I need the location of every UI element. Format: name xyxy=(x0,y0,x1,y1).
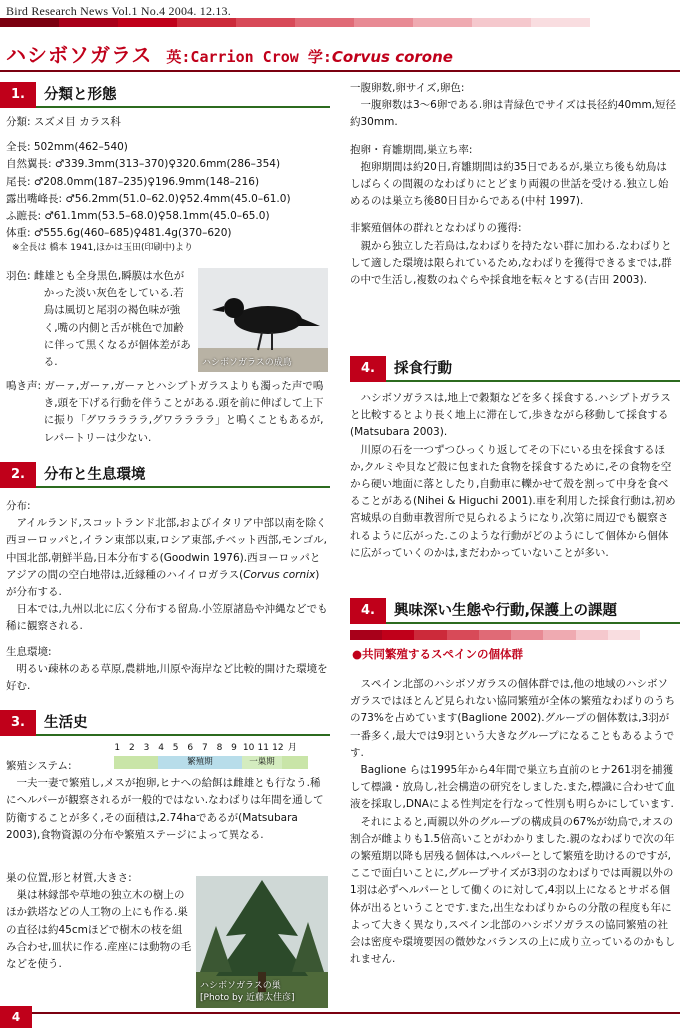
cooperative-paragraph: スペイン北部のハシボソガラスの個体群では,他の地域のハシボソガラスではほとんど見られない協同繁殖が全体の繁殖なわばりのうちの73%を占めています(Baglione 2002).グループの個体数は,3羽が一番多く,最大では9羽という大きなグループになることもあるようです. xyxy=(350,678,676,759)
bar-segment xyxy=(414,630,446,640)
nonbreeding-heading: 非繁殖個体の群れとなわばりの獲得: xyxy=(350,222,522,235)
section-number: 3. xyxy=(0,710,36,736)
section-number: 1. xyxy=(0,82,36,108)
photo-caption: ハシボソガラスの成鳥 xyxy=(202,358,292,368)
voice-paragraph: 鳴き声: ガーァ,ガーァ,ガーァとハシブトガラスよりも濁った声で鳴き,頭を下げる行動を伴うことがある.頭を前に伸ばして上下に振り「グワララララ,グワララララ」と鳴くこともあるが,レパートリーは少ない. xyxy=(6,380,324,444)
cooperative-breeding-block xyxy=(350,676,676,968)
fledging-period: 一巣期 xyxy=(242,756,282,769)
section-heading-life-history xyxy=(0,710,330,736)
bar-segment xyxy=(118,18,177,27)
month-label: 3 xyxy=(143,743,150,753)
subsection-gradient-bar xyxy=(350,630,640,640)
footer-divider xyxy=(0,1012,680,1014)
month-label: 11 xyxy=(257,743,269,753)
breeding-system-block xyxy=(6,758,328,844)
month-label: 1 xyxy=(114,743,121,753)
egg-heading: 一腹卵数,卵サイズ,卵色: xyxy=(350,82,465,94)
bar-segment xyxy=(531,18,590,27)
month-label: 12 xyxy=(272,743,284,753)
subsection-heading: ●共同繁殖するスペインの個体群 xyxy=(352,647,524,661)
month-label: 4 xyxy=(158,743,164,753)
measurement-row: 尾長: ♂208.0mm(187–235)♀196.9mm(148–216) xyxy=(6,175,260,188)
bar-segment xyxy=(59,18,118,27)
bar-segment xyxy=(236,18,295,27)
bar-segment xyxy=(447,630,479,640)
section-heading-morphology xyxy=(0,82,330,108)
measurement-row: 体重: ♂555.6g(460–685)♀481.4g(370–620) xyxy=(6,227,232,240)
incubation-paragraph: 抱卵期間は約20日,育雛期間は約35日であるが,巣立ち後も幼鳥はしばらくの間親のなわばりにとどまり両親の世話を受ける.独立し始めるのは巣立ち後80日目からである(中村 1997). xyxy=(350,160,669,208)
distribution-block xyxy=(6,498,328,695)
section-heading-foraging xyxy=(350,356,680,382)
month-label: 8 xyxy=(216,743,223,753)
bar-segment xyxy=(0,18,59,27)
month-label: 6 xyxy=(187,743,194,753)
cooperative-paragraph: Baglione らは1995年から4年間で巣立ち直前のヒナ261羽を捕獲して標識・放鳥し,社会構造の研究をしました.また,標識に合わせて血液を採取し,DNAによる性判定を行なって性別も明らかにしています. xyxy=(350,764,676,811)
section-number: 2. xyxy=(0,462,36,488)
section-number: 4. xyxy=(350,598,386,624)
title-japanese: ハシボソガラス xyxy=(6,43,153,67)
bar-segment xyxy=(472,18,531,27)
section-title: 分類と形態 xyxy=(44,87,117,103)
bar-segment xyxy=(543,630,575,640)
classification-text: 分類: スズメ目 カラス科 xyxy=(6,116,121,128)
foraging-block xyxy=(350,390,676,562)
distribution-heading: 分布: xyxy=(6,500,31,512)
bar-segment xyxy=(413,18,472,27)
gradient-header-bar xyxy=(0,18,590,27)
breeding-period: 繁殖期 xyxy=(158,756,242,769)
nest-photo-caption: ハシボソガラスの巣 [Photo by 近藤太佳彦] xyxy=(200,981,295,1003)
foraging-paragraph: ハシボソガラスは,地上で穀類などを多く採食する.ハシブトガラスと比較するとより長く地上に滞在して,歩きながら移動して採食する(Matsubara 2003). xyxy=(350,392,671,439)
habitat-paragraph: 明るい疎林のある草原,農耕地,川原や海岸など比較的開けた環境を好む. xyxy=(6,662,328,693)
month-scale xyxy=(110,742,300,754)
breeding-system-heading: 繁殖システム: xyxy=(6,760,72,772)
newsletter-issue-line: Bird Research News Vol.1 No.4 2004. 12.13. xyxy=(6,4,231,18)
bar-segment xyxy=(354,18,413,27)
bar-segment xyxy=(177,18,236,27)
nest-paragraph: 巣は林縁部や草地の独立木の樹上のほか鉄塔などの人工物の上にも作る.巣の直径は約45cmほどで樹木の枝を組み合わせ,皿状に作る.産座には動物の毛などを使う. xyxy=(6,889,192,971)
incubation-heading: 抱卵・育雛期間,巣立ち率: xyxy=(350,143,473,156)
page-number: 4 xyxy=(0,1006,32,1028)
nest-heading: 巣の位置,形と材質,大きさ: xyxy=(6,872,132,884)
measurement-row: 自然翼長: ♂339.3mm(313–370)♀320.6mm(286–354) xyxy=(6,158,281,171)
classification-block xyxy=(6,114,328,255)
measurement-row: 露出嘴峰長: ♂56.2mm(51.0–62.0)♀52.4mm(45.0–61.0) xyxy=(6,192,291,205)
bar-segment xyxy=(382,630,414,640)
measurement-note: ※全長は 橋本 1941,ほかは玉田(印刷中)より xyxy=(12,243,194,254)
egg-block xyxy=(350,80,676,289)
distribution-japan: 日本では,九州以北に広く分布する留鳥.小笠原諸島や沖縄などでも稀に観察される. xyxy=(6,603,328,633)
bar-segment xyxy=(511,630,543,640)
month-label: 7 xyxy=(201,743,208,753)
egg-paragraph: 一腹卵数は3〜6卵である.卵は青緑色でサイズは長径約40mm,短径約30mm. xyxy=(350,99,677,129)
nest-block xyxy=(6,870,192,973)
section-heading-distribution xyxy=(0,462,330,488)
section-title: 分布と生息環境 xyxy=(44,467,146,483)
section-title: 興味深い生態や行動,保護上の課題 xyxy=(394,603,618,619)
breeding-system-paragraph: 一夫一妻で繁殖し,メスが抱卵,ヒナへの給餌は雌雄とも行なう.稀にヘルパーが観察されるが一般的ではない.なわばりは年間を通して防衛することが多く,その面積は,2.74haであるが(Matsubara 2003),食物資源の分布や繁殖ステージによって異なる. xyxy=(6,777,324,841)
article-title xyxy=(6,40,453,70)
title-english-scientific: 英:Carrion Crow 学:Corvus corone xyxy=(166,48,453,66)
bar-segment xyxy=(608,630,640,640)
measurement-row: ふ蹠長: ♂61.1mm(53.5–68.0)♀58.1mm(45.0–65.0) xyxy=(6,210,270,223)
month-label: 10 xyxy=(242,743,255,753)
section-number: 4. xyxy=(350,356,386,382)
month-label: 2 xyxy=(129,743,135,753)
bar-segment xyxy=(576,630,608,640)
voice-text xyxy=(6,378,328,447)
plumage-text xyxy=(6,268,192,371)
month-label: 5 xyxy=(172,743,179,753)
habitat-heading: 生息環境: xyxy=(6,645,52,658)
bar-segment xyxy=(479,630,511,640)
adult-crow-photo xyxy=(198,268,328,372)
title-divider xyxy=(0,70,680,72)
section-heading-ecology xyxy=(350,598,680,624)
measurement-row: 全長: 502mm(462–540) xyxy=(6,141,128,154)
plumage-paragraph: 羽色: 雌雄とも全身黒色,瞬膜は水色がかった淡い灰色をしている.若鳥は風切と尾羽の褐色味が強く,嘴の内側と舌が桃色で加齢に伴って黒くなるが個体差がある. xyxy=(6,270,191,369)
foraging-paragraph: 川原の石を一つずつひっくり返してその下にいる虫を採食するほか,クルミや貝など殻に包まれた食物を採食するために,その食物を空から硬い地面に落としたり,自動車に轢かせて殻を割って中身を食べることがある(Nihei & Higuchi 2001).車を利用した採食行動は,初め宮城県の自動車教習所で見られるようになり,次第に周辺でも観察されるように広がった.このような行動がどのようにして個体から個体に広がっていくのかは,まだわかっていないことが多い. xyxy=(350,443,676,559)
month-label: 月 xyxy=(287,743,297,753)
nonbreeding-paragraph: 親から独立した若鳥は,なわばりを持たない群に加わる.なわばりとして適した環境は限られているため,なわばりを獲得できるまでは,群の中で生活し,複数のねぐらや採食地を転々とする(吉田 2003). xyxy=(350,239,672,287)
bar-segment xyxy=(295,18,354,27)
bar-segment xyxy=(350,630,382,640)
month-label: 9 xyxy=(231,743,237,753)
distribution-paragraph: アイルランド,スコットランド北部,およびイタリア中部以南を除く西ヨーロッパと,イラン東部以東,ロシア東部,チベット西部,モンゴル,中国北部,朝鮮半島,日本分布する(Goodwin 1976).西ヨーロッパとアジアの間の空白地帯は,近縁種のハイイロガラス(Corvus cornix)が分布する. xyxy=(6,517,327,599)
cooperative-paragraph: それによると,両親以外のグループの構成員の67%が幼鳥で,オスの割合が雌よりも1.5倍高いことがわかりました.親のなわばりで次の年の繁殖期以降も居残る個体は,ヘルパーとして繁殖を助けるのですが,ここで面白いことに,グループサイズが3羽のなわばりでは両親以外の1羽は必ずヘルパーとして働くのに対して,4羽以上になるとサボる個体が出るということです.また,出生なわばりからの分散の程度も年によって大きく異なり,スペイン北部のハシボソガラスの協同繁殖の社会は密度や環境要因の微妙なバランスの上に成り立っているのかもしれません. xyxy=(350,815,676,966)
section-title: 生活史 xyxy=(44,715,88,731)
section-title: 採食行動 xyxy=(394,361,452,377)
nest-photo xyxy=(196,876,328,1008)
